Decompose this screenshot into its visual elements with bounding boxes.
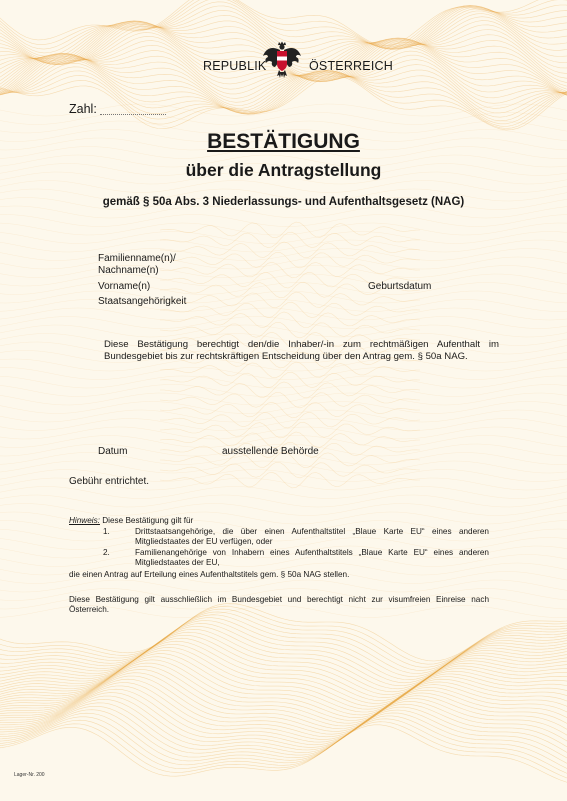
field-first-name: Vorname(n) [98,281,151,292]
field-nationality: Staatsangehörigkeit [98,296,187,307]
document-subtitle: über die Antragstellung [185,160,382,180]
hinweis-item-1-line-2: Mitgliedstaates der EU verfügen, oder [135,537,273,546]
austrian-eagle-icon [262,40,302,80]
paragraph-line-1: Diese Bestätigung berechtigt den/die Inhaber/-in zum rechtmäßigen Aufenthalt im [104,339,499,350]
paragraph-line-2: Bundesgebiet bis zur rechtskräftigen Entscheidung über den Antrag gem. § 50a NAG. [104,351,468,362]
final-note-line-2: Österreich. [69,605,110,614]
hinweis-closing: die einen Antrag auf Erteilung eines Aufenthaltstitels gem. § 50a NAG stellen. [69,570,350,579]
hinweis-item-2-line-2: Mitgliedstaates der EU, [135,558,220,567]
legal-basis: gemäß § 50a Abs. 3 Niederlassungs- und Aufenthaltsgesetz (NAG) [102,196,465,208]
hinweis-item-1-number: 1. [103,527,110,536]
reference-number-line [100,114,166,115]
field-birth-date: Geburtsdatum [368,281,432,292]
fee-paid-note: Gebühr entrichtet. [69,476,150,487]
hinweis-heading [69,516,193,526]
final-validity-note [69,595,489,615]
hinweis-label: Hinweis: [69,516,100,525]
hinweis-item-1-line-1: Drittstaatsangehörige, die über einen Aufenthaltstitel „Blaue Karte EU“ eines anderen [135,527,489,536]
residence-right-paragraph [104,339,499,363]
document-title: BESTÄTIGUNG [207,130,360,153]
header-republik: REPUBLIK [203,59,267,73]
hinweis-intro: Diese Bestätigung gilt für [102,516,194,525]
reference-number-label: Zahl: [69,102,97,116]
final-note-line-1: Diese Bestätigung gilt ausschließlich im Bundesgebiet und berechtigt nicht zur visumfreien Einreise nach [69,595,489,604]
field-surname: Nachname(n) [98,265,159,276]
header-oesterreich: ÖSTERREICH [309,59,393,73]
field-family-name: Familienname(n)/ [98,253,176,264]
hinweis-item-2-number: 2. [103,548,110,557]
date-label: Datum [98,446,128,457]
footer-stock-number: Lager-Nr. 200 [14,772,45,778]
hinweis-item-2-line-1: Familienangehörige von Inhabern eines Aufenthaltstitels „Blaue Karte EU“ eines anderen [135,548,489,557]
issuing-authority-label: ausstellende Behörde [222,446,319,457]
